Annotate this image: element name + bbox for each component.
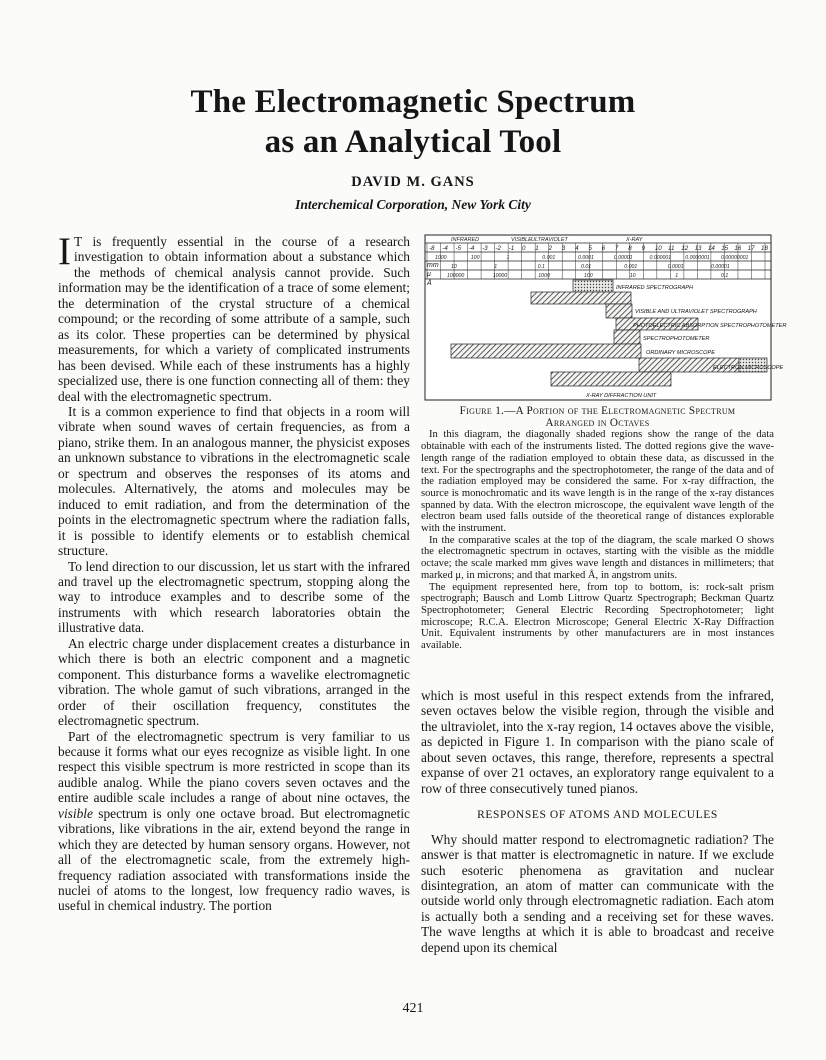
octave-tick-label: 6 bbox=[601, 245, 606, 252]
author-affiliation: Interchemical Corporation, New York City bbox=[295, 197, 531, 212]
infrared-spectrograph-range bbox=[531, 292, 631, 304]
angstrom-tick-label: 1000 bbox=[538, 273, 550, 279]
infrared-spectrograph-radiation bbox=[573, 280, 613, 292]
mm-tick-label: 0.0000001 bbox=[685, 255, 710, 261]
caption-paragraph-1: In this diagram, the diagonally shaded regions show the range of the data obtainable with each of the instruments listed. The dotted regions give the wave-length range of the radiation employed to obtain these data, as discussed in the text. For the spectrographs and the spectrophotometer, the range of the data and of the radiation employed may be considered the same. For x-ray diffraction, the source is monochromatic and its wave length is in the range of the x-ray distances spanned by data. With the electron microscope, the equivalent wave length of the electron beam used falls outside of the theoretical range of distances explorable with the instrument. bbox=[421, 429, 774, 535]
paragraph-4: An electric charge under displacement creates a disturbance in which there is both an electric component and a magnetic component. This disturbance forms a wavelike electromagnetic vibration. The whole gamut of such vibrations, arranged in the order of their oscillation frequency, constitutes the electromagnetic spectrum. bbox=[58, 635, 410, 729]
figure-caption bbox=[421, 406, 774, 652]
octave-tick-label: 13 bbox=[694, 245, 702, 252]
spectrophotometer-range bbox=[614, 330, 640, 344]
title-block bbox=[0, 82, 826, 213]
scale-key-micron: μ bbox=[427, 271, 431, 278]
octave-tick-label: 15 bbox=[721, 245, 729, 252]
mm-tick-label: 0.00000001 bbox=[721, 255, 749, 261]
paragraph-5-text-a: Part of the electromagnetic spectrum is very familiar to us because it forms what our eyes recognize as visible light. In one respect this visible spectrum is more restricted in scope than its audible analog. While the piano covers seven octaves and the entire audible scale includes a range of about nine octaves, the bbox=[58, 728, 410, 806]
region-label-xray: X-RAY bbox=[626, 237, 643, 243]
micron-tick-label: 0.01 bbox=[581, 264, 592, 270]
mm-tick-label: 1000 bbox=[435, 255, 447, 261]
caption-title-line-2: Arranged in Octaves bbox=[545, 416, 650, 429]
paragraph-7: Why should matter respond to electromagnetic radiation? The answer is that matter is electromagnetic in nature. If we exclude such esoteric phenomena as gravitation and nuclear disintegration, an atom of matter can communicate with the outside world only through electromagnetic radiation. Each atom is actually both a sending and a receiving set for these waves. The wave lengths at which it is able to broadcast and receive depend upon its chemical bbox=[421, 831, 774, 955]
angstrom-tick-label: 0.1 bbox=[721, 273, 729, 279]
octave-tick-label: 1 bbox=[535, 245, 539, 252]
octave-tick-label: 7 bbox=[614, 245, 619, 252]
octave-tick-label: 3 bbox=[561, 245, 566, 252]
octave-tick-label: -2 bbox=[495, 245, 501, 252]
mm-tick-label: 0.0001 bbox=[578, 255, 594, 261]
angstrom-tick-label: 100000 bbox=[447, 273, 465, 279]
mm-tick-label: 100 bbox=[470, 255, 480, 261]
mm-tick-label: 1 bbox=[506, 255, 510, 261]
section-heading: RESPONSES OF ATOMS AND MOLECULES bbox=[477, 809, 718, 822]
paragraph-2: It is a common experience to find that objects in a room will vibrate when sound waves of certain frequencies, as from a piano, strike them. In an analogous manner, the physicist exposes an unknown substance to vibrations in the electromagnetic scale or spectrum and observes the responses of its atoms and molecules. Alternatively, the atoms and molecules may be induced to emit radiation, and from the determination of the points in the electromagnetic spectrum where the radiation falls, it is possible to identify elements or to establish chemical structure. bbox=[58, 403, 410, 559]
octave-tick-label: 11 bbox=[668, 245, 675, 252]
paragraph-5 bbox=[58, 729, 410, 914]
ordinary-microscope-range bbox=[451, 344, 641, 358]
octave-tick-label: -4 bbox=[442, 245, 448, 252]
label-ordinary-microscope: ORDINARY MICROSCOPE bbox=[646, 350, 715, 356]
region-label-visible: VISIBLE bbox=[511, 237, 532, 243]
spectrum-diagram bbox=[421, 232, 787, 405]
micron-tick-label: 10 bbox=[451, 264, 457, 270]
mm-tick-label: 0.000001 bbox=[649, 255, 672, 261]
micron-tick-label: 0.0001 bbox=[667, 264, 684, 270]
label-spectrophotometer: SPECTROPHOTOMETER bbox=[643, 336, 710, 342]
paragraph-1 bbox=[58, 230, 410, 404]
octave-tick-label: 12 bbox=[681, 245, 689, 252]
label-xray-diffraction: X-RAY DIFFRACTION UNIT bbox=[586, 393, 657, 399]
octave-tick-label: 9 bbox=[641, 245, 645, 252]
octave-tick-label: 10 bbox=[654, 245, 662, 252]
octave-tick-label: 8 bbox=[628, 245, 632, 252]
octave-tick-label: 4 bbox=[575, 245, 579, 252]
paragraph-3: To lend direction to our discussion, let us start with the infrared and travel up the electromagnetic spectrum, stopping along the way to introduce examples and to describe some of the instruments with which research laboratories obtain the illustrative data. bbox=[58, 558, 410, 636]
micron-tick-label: 0.00001 bbox=[711, 264, 730, 270]
label-infrared-spectrograph: INFRARED SPECTROGRAPH bbox=[616, 285, 694, 291]
visible-uv-spectrograph-range bbox=[606, 304, 632, 318]
caption-paragraph-2: In the comparative scales at the top of the diagram, the scale marked O shows the electromagnetic spectrum in octaves, starting with the visible as the middle octave; the scale marked mm gives wave length and distances in millimeters; that marked μ, in microns; and that marked Å, in angstrom units. bbox=[421, 534, 774, 581]
right-column-text bbox=[421, 688, 774, 955]
micron-tick-label: 0.1 bbox=[537, 264, 545, 270]
region-label-infrared: INFRARED bbox=[451, 237, 480, 243]
label-photoelectric-spectrophotometer: PHOTOELECTRIC ABSORPTION SPECTROPHOTOMETER bbox=[633, 323, 787, 329]
caption-paragraph-3: The equipment represented here, from top to bottom, is: rock-salt prism spectrograph; Bausch and Lomb Littrow Quartz Spectrograph; Beckman Quartz Spectrophotometer; General Electric Recording Spectrophotometer; light microscope; R.C.A. Electron Microscope; General Electric X-Ray Diffraction Unit. Equivalent instruments by other manufacturers are in most instances available. bbox=[421, 581, 774, 652]
octave-tick-label: -4 bbox=[468, 245, 475, 252]
emphasis-visible: visible bbox=[58, 805, 93, 821]
region-label-ultraviolet: ULTRAVIOLET bbox=[531, 237, 568, 243]
scale-key-mm: mm bbox=[427, 262, 439, 269]
figure-1 bbox=[421, 232, 787, 405]
author-name: DAVID M. GANS bbox=[351, 174, 475, 190]
angstrom-tick-label: 1 bbox=[675, 273, 679, 279]
article-title bbox=[0, 82, 826, 162]
paragraph-1-text: T is frequently essential in the course of a research investigation to obtain information about a substance which the methods of chemical analysis cannot provide. Such information may be the identification of a trace of some element; the determination of the crystal structure of a chemical compound; or the recording of some attribute of a sample, such as its color. These properties can be determined by physical measurements, for which a variety of complicated instruments has been devised. While each of these instruments has a highly specialized use, there is one function connecting all of them: they deal with the electromagnetic spectrum. bbox=[58, 234, 410, 404]
title-line-2: as an Analytical Tool bbox=[264, 124, 562, 160]
octave-tick-label: 0 bbox=[522, 245, 526, 252]
octave-tick-label: -5 bbox=[455, 245, 462, 252]
drop-cap: I bbox=[58, 230, 71, 273]
octave-tick-label: 17 bbox=[747, 245, 755, 252]
label-electron-microscope: ELECTRON MICROSCOPE bbox=[713, 365, 784, 371]
angstrom-tick-label: 10000 bbox=[492, 273, 508, 279]
scale-key-angstrom: Å bbox=[427, 280, 432, 287]
label-visible-uv-spectrograph: VISIBLE AND ULTRAVIOLET SPECTROGRAPH bbox=[635, 309, 757, 315]
caption-title-line-1: Figure 1.—A Portion of the Electromagnetic Spectrum bbox=[459, 405, 736, 417]
page-number: 421 bbox=[402, 1001, 424, 1016]
octave-tick-label: 14 bbox=[707, 245, 715, 252]
paragraph-5-text-b: spectrum is only one octave broad. But electromagnetic vibrations, like vibrations in the air, extend beyond the range in which they are detected by human sensory organs. However, not all of the electromagnetic scale, from the extremely high-frequency radiation associated with transformations inside the nuclei of atoms to the longest, low frequency radio waves, is useful in chemical industry. The portion bbox=[58, 805, 410, 914]
micron-tick-label: 1 bbox=[494, 264, 498, 270]
octave-tick-label: 18 bbox=[761, 245, 768, 252]
octave-tick-label: 16 bbox=[734, 245, 742, 252]
angstrom-tick-label: 10 bbox=[629, 273, 636, 279]
octave-tick-label: -3 bbox=[482, 245, 488, 252]
micron-tick-label: 0.001 bbox=[624, 264, 638, 270]
mm-tick-label: 0.00001 bbox=[613, 255, 633, 261]
left-column bbox=[58, 230, 410, 914]
octave-tick-label: 5 bbox=[588, 245, 592, 252]
xray-diffraction-range bbox=[551, 372, 671, 386]
octave-tick-label: 2 bbox=[548, 245, 552, 252]
title-line-1: The Electromagnetic Spectrum bbox=[190, 84, 636, 120]
angstrom-tick-label: 100 bbox=[584, 273, 593, 279]
paragraph-6: which is most useful in this respect extends from the infrared, seven octaves below the visible region, through the visible and the ultraviolet, into the x-ray region, 14 octaves above the visible, as depicted in Figure 1. In comparison with the piano scale of about seven octaves, this range, therefore, represents a spectral expanse of over 21 octaves, an exploratory range equivalent to a row of three consecutively tuned pianos. bbox=[421, 688, 774, 796]
octave-tick-label: -8 bbox=[429, 245, 435, 252]
octave-tick-label: -1 bbox=[508, 245, 515, 252]
mm-tick-label: 0.001 bbox=[542, 255, 556, 261]
